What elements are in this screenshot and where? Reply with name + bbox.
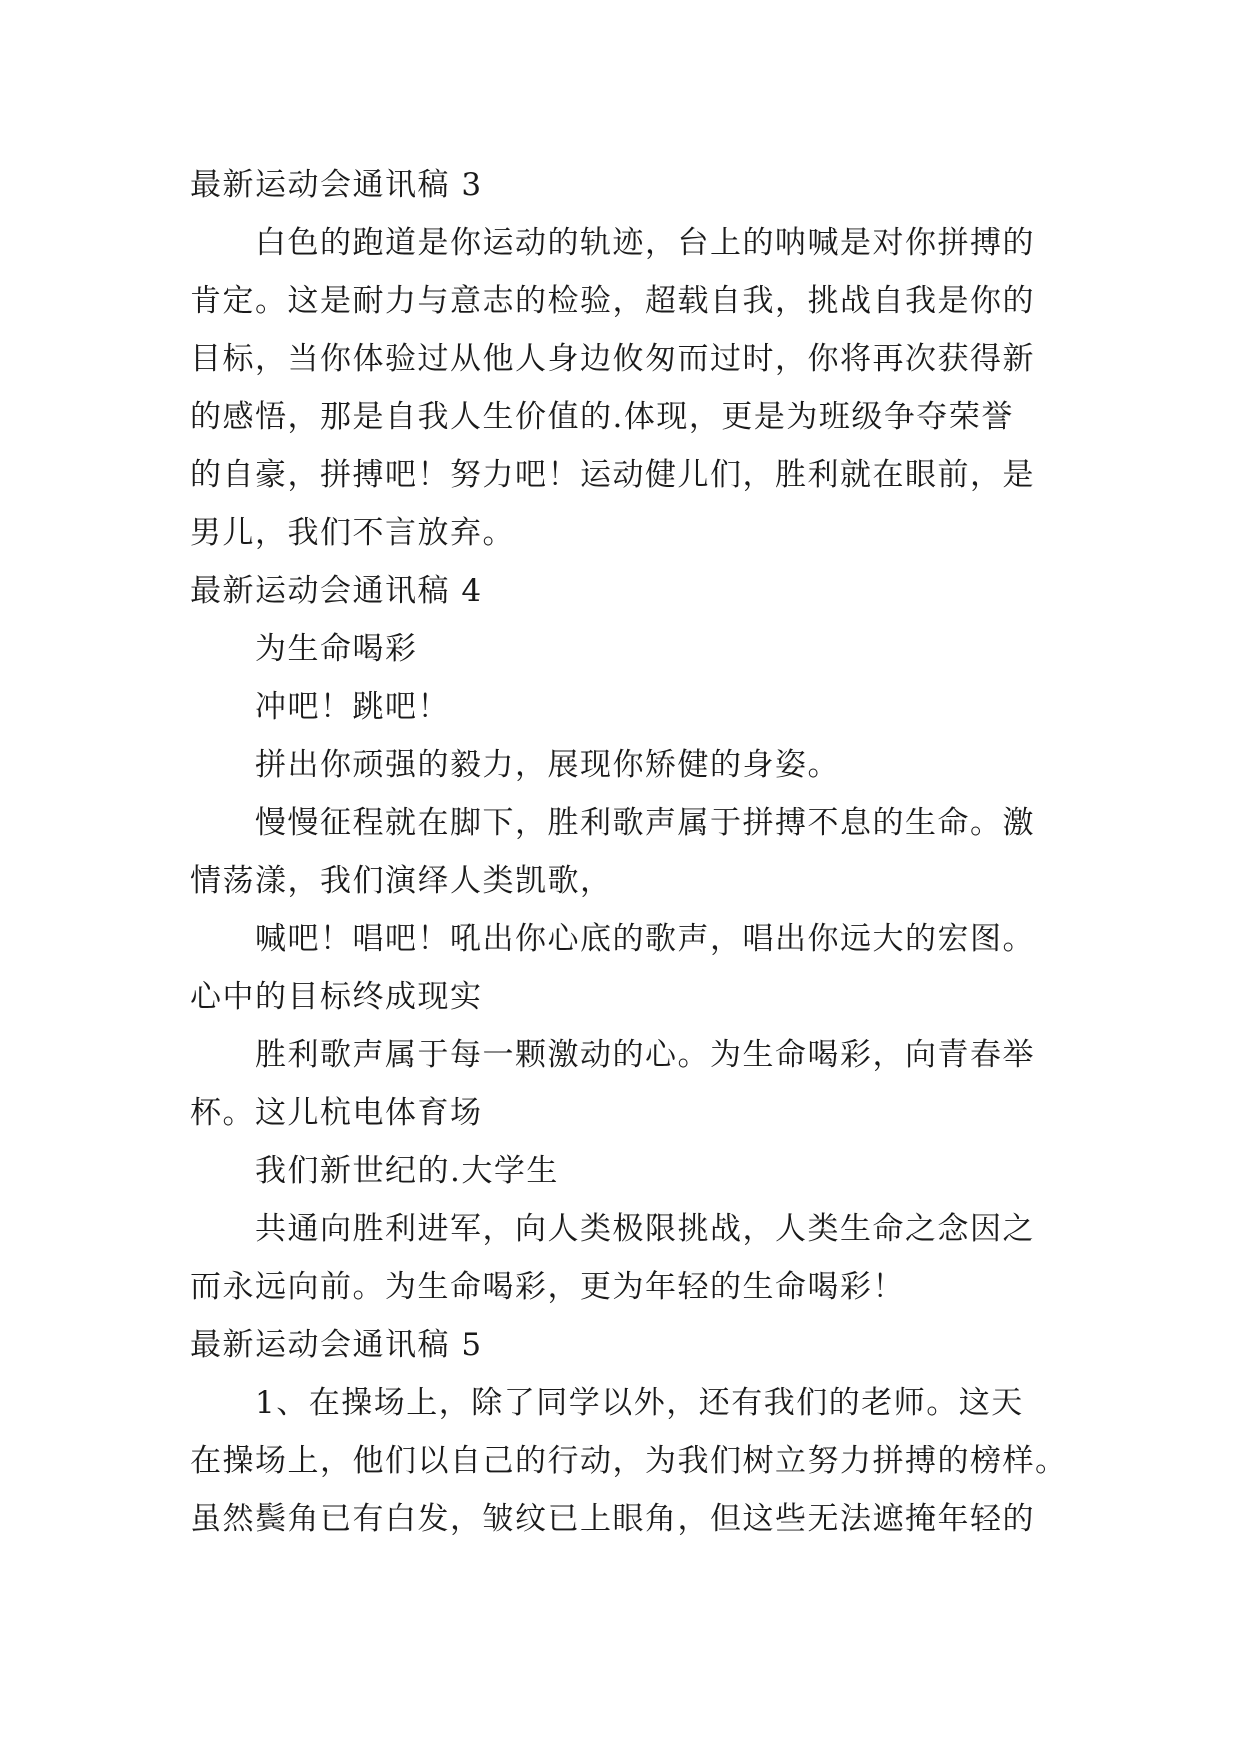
- paragraph-line: 共通向胜利进军，向人类极限挑战，人类生命之念因之: [255, 1211, 1035, 1247]
- paragraph-line: 为生命喝彩: [255, 631, 418, 667]
- paragraph-line: 男儿，我们不言放弃。: [190, 515, 515, 551]
- paragraph-line: 喊吧！唱吧！吼出你心底的歌声，唱出你远大的宏图。: [255, 921, 1035, 957]
- section-heading-5: 最新运动会通讯稿 5: [190, 1327, 483, 1363]
- paragraph-line: 胜利歌声属于每一颗激动的心。为生命喝彩，向青春举: [255, 1037, 1035, 1073]
- paragraph-line: 白色的跑道是你运动的轨迹，台上的呐喊是对你拼搏的: [255, 225, 1035, 261]
- paragraph-line: 肯定。这是耐力与意志的检验，超载自我，挑战自我是你的: [190, 283, 1035, 319]
- paragraph-line: 的自豪，拼搏吧！努力吧！运动健儿们，胜利就在眼前，是: [190, 457, 1035, 493]
- paragraph-line: 冲吧！跳吧！: [255, 689, 450, 725]
- paragraph-line: 心中的目标终成现实: [190, 979, 483, 1015]
- paragraph-line: 而永远向前。为生命喝彩，更为年轻的生命喝彩！: [190, 1269, 905, 1305]
- paragraph-line: 在操场上，他们以自己的行动，为我们树立努力拼搏的榜样。: [190, 1443, 1068, 1479]
- paragraph-line: 虽然鬓角已有白发，皱纹已上眼角，但这些无法遮掩年轻的: [190, 1501, 1035, 1537]
- paragraph-line: 的感悟，那是自我人生价值的.体现，更是为班级争夺荣誉: [190, 399, 1014, 435]
- paragraph-line: 情荡漾，我们演绎人类凯歌，: [190, 863, 613, 899]
- section-heading-4: 最新运动会通讯稿 4: [190, 573, 483, 609]
- paragraph-line: 拼出你顽强的毅力，展现你矫健的身姿。: [255, 747, 840, 783]
- paragraph-line: 1、在操场上，除了同学以外，还有我们的老师。这天: [255, 1385, 1024, 1421]
- paragraph-line: 杯。这儿杭电体育场: [190, 1095, 483, 1131]
- paragraph-line: 目标，当你体验过从他人身边攸匆而过时，你将再次获得新: [190, 341, 1035, 377]
- section-heading-3: 最新运动会通讯稿 3: [190, 167, 483, 203]
- paragraph-line: 慢慢征程就在脚下，胜利歌声属于拼搏不息的生命。激: [255, 805, 1035, 841]
- paragraph-line: 我们新世纪的.大学生: [255, 1153, 559, 1189]
